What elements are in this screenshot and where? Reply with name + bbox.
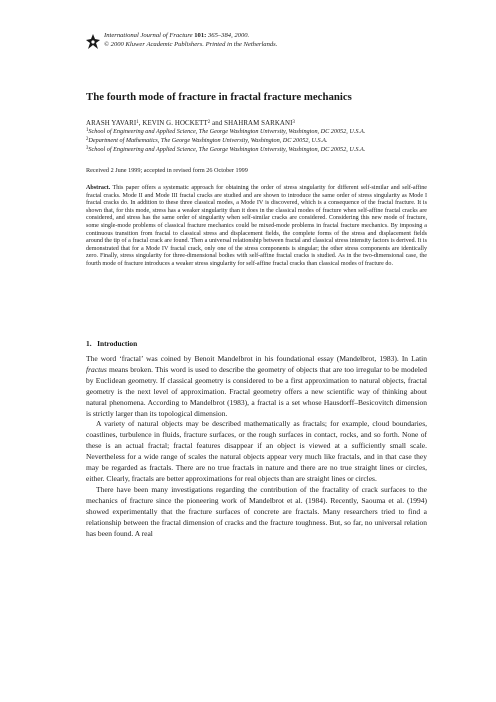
affiliation-3 — [86, 145, 431, 154]
affiliation-2-text: Department of Mathematics, The George Washington University, Washington, DC 20052, U.S.A. — [88, 137, 328, 144]
author-2-sup: 2 — [207, 120, 211, 125]
author-1: ARASH YAVARI — [86, 120, 137, 127]
copyright-line: © 2000 Kluwer Academic Publishers. Printed in the Netherlands. — [104, 40, 278, 48]
paragraph-1 — [86, 354, 427, 419]
affiliation-1 — [86, 127, 431, 136]
abstract — [86, 185, 427, 269]
affiliation-1-sup: 1 — [86, 128, 89, 133]
publisher-logo-icon — [86, 34, 100, 50]
paragraph-2: A variety of natural objects may be described mathematically as fractals; for example, cloud boundaries, coastlines, turbulence in fluids, fracture surfaces, or the rough surfaces in contact, rocks, and so forth. None of these is an actual fractal; fractal features disappear if an object is viewed at a sufficiently small scale. Nevertheless for a wide range of scales the natural objects appear very much like fractals, and in that case they may be regarded as fractals. There are no true fractals in nature and there are no true straight lines or circles, either. Clearly, fractals are better approximations for real objects than are straight lines or circles. — [86, 419, 427, 483]
paper-title: The fourth mode of fracture in fractal fracture mechanics — [86, 91, 352, 103]
journal-name: International Journal of Fracture — [104, 32, 193, 39]
affiliation-3-sup: 3 — [86, 146, 89, 151]
affiliation-3-text: School of Engineering and Applied Science, The George Washington University, Washington, DC 20052, U.S.A. — [88, 146, 366, 153]
section-number: 1. — [86, 339, 92, 348]
journal-volume: 101: — [194, 32, 207, 39]
introduction-body — [86, 354, 427, 539]
journal-header — [104, 32, 277, 49]
affiliation-2-sup: 2 — [86, 137, 89, 142]
paragraph-1-part-a: The word ‘fractal’ was coined by Benoit Mandelbrot in his foundational essay (Mandelbrot, 1983). In Latin — [86, 354, 427, 363]
journal-pages: 365–384, 2000. — [207, 32, 250, 39]
paragraph-1-emphasis: fractus — [86, 364, 107, 374]
affiliation-1-text: School of Engineering and Applied Science, The George Washington University, Washington, DC 20052, U.S.A. — [88, 128, 366, 135]
journal-citation — [104, 32, 277, 41]
received-dates: Received 2 June 1999; accepted in revised form 26 October 1999 — [86, 167, 248, 174]
author-1-sup: 1 — [136, 120, 139, 125]
paragraph-3: There have been many investigations regarding the contribution of the fractality of crack surfaces to the mechanics of fracture since the pioneering work of Mandelbrot et al. (1984). Recently, Saouma et al. (1994) showed experimentally that the fracture surfaces of concrete are fractals. Many researchers tried to find a relationship between the fractal dimension of cracks and the fracture toughness. But, so far, no universal relation has been found. A real — [86, 484, 427, 538]
affiliation-2 — [86, 136, 431, 145]
section-title: Introduction — [97, 339, 138, 348]
author-3: and SHAHRAM SARKANI — [210, 120, 293, 127]
author-3-sup: 3 — [292, 120, 295, 125]
author-2: , KEVIN G. HOCKETT — [138, 120, 208, 127]
abstract-text: This paper offers a systematic approach for obtaining the order of stress singularity for different self-similar and self-affine fractal cracks. Mode II and Mode III fractal cracks are studied and are shown to introduce the same order of stress singularity as Mode I fractal cracks do. In addition to these three classical modes, a Mode IV is discovered, which is a consequence of the fractal fracture. It is shown that, for this mode, stress has a weaker singularity than it does in the classical modes of fracture when self-affine fractal cracks are considered, and stress has the same order of singularity when self-similar cracks are considered. Considering this new mode of fracture, some single-mode problems of classical fracture mechanics could be mixed-mode problems in fractal fracture mechanics. By imposing a continuous transition from fractal to classical stress and displacement fields, the complete forms of the stress and displacement fields around the tip of a fractal crack are found. Then a universal relationship between fractal and classical stress intensity factors is derived. It is demonstrated that for a Mode IV fractal crack, only one of the stress components is singular; the other stress components are identically zero. Finally, stress singularity for three-dimensional bodies with self-affine fractal cracks is studied. As in the two-dimensional case, the fourth mode of fracture introduces a weaker stress singularity for self-affine fractal cracks than classical modes of fracture do. — [86, 185, 427, 267]
section-heading — [86, 339, 137, 348]
abstract-label: Abstract. — [86, 185, 111, 191]
paragraph-1-part-b: means broken. This word is used to describe the geometry of objects that are too irregular to be modeled by Euclidean geometry. If classical geometry is considered to be a first approximation to natural objects, fractal geometry is the next level of approximation. Fractal geometry offers a new scientific way of thinking about natural phenomena. According to Mandelbrot (1983), a fractal is a set whose Hausdorff–Besicovitch dimension is strictly larger than its topological dimension. — [86, 364, 427, 418]
